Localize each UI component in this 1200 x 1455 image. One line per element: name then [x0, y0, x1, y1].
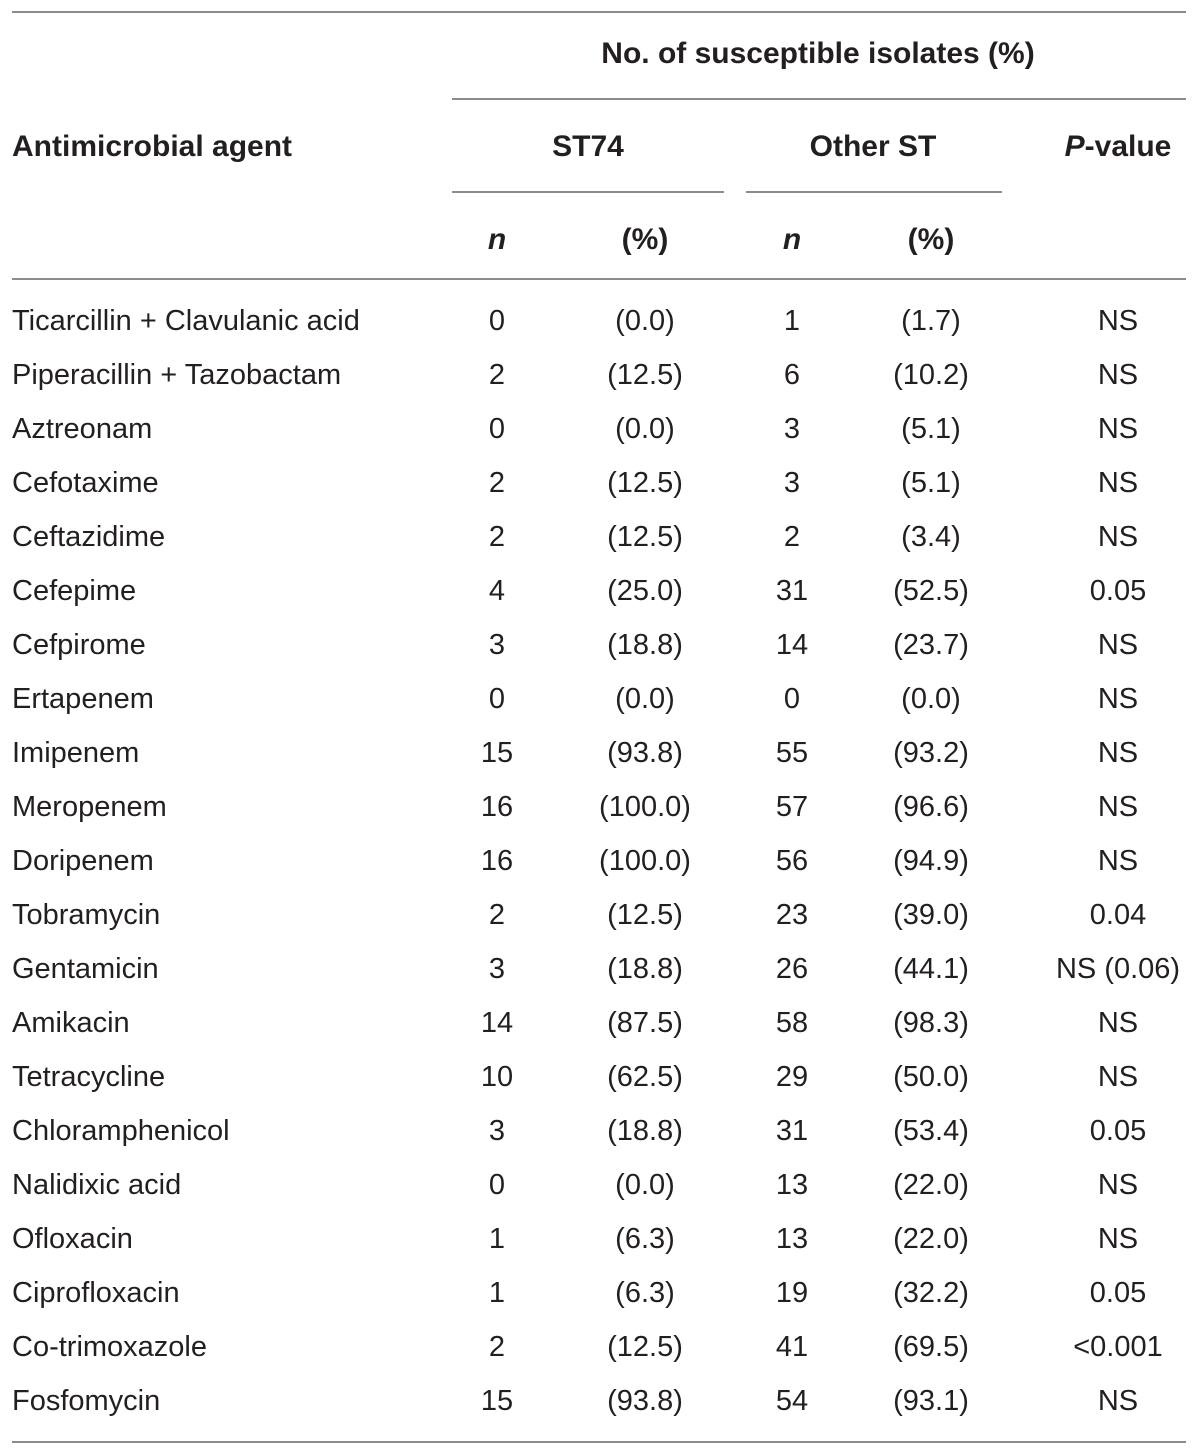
agent-cell: Cefepime [12, 575, 137, 607]
st74-pct-cell: (18.8) [607, 953, 683, 985]
st74-pct-cell: (6.3) [615, 1223, 675, 1255]
other-pct-cell: (96.6) [893, 791, 969, 823]
st74-pct-cell: (0.0) [615, 413, 675, 445]
st74-pct-cell: (93.8) [607, 737, 683, 769]
st74-n-cell: 10 [480, 1061, 514, 1093]
st74-pct-cell: (87.5) [607, 1007, 683, 1039]
agent-cell: Ofloxacin [12, 1223, 133, 1255]
agent-cell: Ertapenem [12, 683, 154, 715]
agent-cell: Ceftazidime [12, 521, 166, 553]
other-n-header: n [782, 223, 802, 256]
p-value-cell: <0.001 [1073, 1331, 1163, 1363]
bottom-rule [12, 1441, 1186, 1443]
p-value-cell: NS [1097, 1223, 1139, 1255]
p-value-cell: NS [1097, 629, 1139, 661]
st74-pct-cell: (18.8) [607, 629, 683, 661]
st74-n-cell: 2 [488, 1331, 506, 1363]
st74-pct-cell: (25.0) [607, 575, 683, 607]
st74-pct-cell: (0.0) [615, 683, 675, 715]
other-st-header: Other ST [809, 130, 937, 163]
st74-n-cell: 2 [488, 521, 506, 553]
agent-cell: Ciprofloxacin [12, 1277, 180, 1309]
other-pct-cell: (44.1) [893, 953, 969, 985]
agent-cell: Ticarcillin + Clavulanic acid [12, 305, 360, 337]
agent-cell: Cefpirome [12, 629, 146, 661]
st74-n-cell: 15 [480, 737, 514, 769]
agent-cell: Tobramycin [12, 899, 161, 931]
st74-n-cell: 16 [480, 791, 514, 823]
agent-cell: Chloramphenicol [12, 1115, 230, 1147]
st74-n-header: n [487, 223, 507, 256]
other-pct-cell: (22.0) [893, 1169, 969, 1201]
p-value-cell: NS [1097, 1169, 1139, 1201]
st74-pct-cell: (12.5) [607, 1331, 683, 1363]
st74-n-cell: 2 [488, 899, 506, 931]
st74-header: ST74 [552, 130, 624, 163]
p-value-italic: P [1064, 130, 1085, 163]
agent-cell: Co-trimoxazole [12, 1331, 207, 1363]
agent-cell: Gentamicin [12, 953, 159, 985]
st74-n-cell: 3 [488, 629, 506, 661]
agent-cell: Imipenem [12, 737, 140, 769]
other-pct-cell: (52.5) [893, 575, 969, 607]
p-value-cell: NS [1097, 413, 1139, 445]
other-pct-cell: (5.1) [901, 467, 961, 499]
other-pct-cell: (23.7) [893, 629, 969, 661]
agent-cell: Nalidixic acid [12, 1169, 182, 1201]
other-pct-cell: (93.2) [893, 737, 969, 769]
other-n-cell: 13 [775, 1169, 809, 1201]
st74-n-cell: 4 [488, 575, 506, 607]
group-header: No. of susceptible isolates (%) [601, 37, 1035, 70]
other-n-cell: 1 [783, 305, 801, 337]
st74-pct-cell: (100.0) [599, 845, 691, 877]
other-pct-cell: (32.2) [893, 1277, 969, 1309]
st74-pct-header: (%) [621, 223, 669, 256]
other-pct-cell: (94.9) [893, 845, 969, 877]
p-value-cell: 0.04 [1089, 899, 1147, 931]
p-value-cell: NS [1097, 521, 1139, 553]
top-rule [12, 11, 1186, 13]
other-pct-cell: (22.0) [893, 1223, 969, 1255]
other-n-cell: 41 [775, 1331, 809, 1363]
p-value-cell: NS [1097, 845, 1139, 877]
p-value-cell: NS [1097, 1385, 1139, 1417]
other-st-rule [746, 191, 1002, 193]
other-pct-cell: (0.0) [901, 683, 961, 715]
other-pct-cell: (69.5) [893, 1331, 969, 1363]
st74-pct-cell: (93.8) [607, 1385, 683, 1417]
other-n-cell: 13 [775, 1223, 809, 1255]
p-value-suffix: -value [1084, 130, 1172, 163]
other-n-cell: 57 [775, 791, 809, 823]
p-value-cell: NS [1097, 1007, 1139, 1039]
st74-pct-cell: (12.5) [607, 359, 683, 391]
st74-pct-cell: (6.3) [615, 1277, 675, 1309]
other-pct-cell: (3.4) [901, 521, 961, 553]
other-n-cell: 19 [775, 1277, 809, 1309]
other-pct-cell: (1.7) [901, 305, 961, 337]
agent-cell: Amikacin [12, 1007, 130, 1039]
st74-n-cell: 16 [480, 845, 514, 877]
agent-cell: Aztreonam [12, 413, 153, 445]
st74-n-cell: 0 [488, 1169, 506, 1201]
st74-pct-cell: (62.5) [607, 1061, 683, 1093]
p-value-cell: NS [1097, 683, 1139, 715]
p-value-cell: NS (0.06) [1055, 953, 1181, 985]
other-n-cell: 31 [775, 575, 809, 607]
other-n-cell: 56 [775, 845, 809, 877]
other-pct-cell: (93.1) [893, 1385, 969, 1417]
st74-pct-cell: (18.8) [607, 1115, 683, 1147]
other-pct-cell: (50.0) [893, 1061, 969, 1093]
other-pct-cell: (5.1) [901, 413, 961, 445]
st74-rule [452, 191, 724, 193]
other-n-cell: 3 [783, 467, 801, 499]
p-value-cell: 0.05 [1089, 1277, 1147, 1309]
st74-pct-cell: (12.5) [607, 521, 683, 553]
st74-n-cell: 1 [488, 1223, 506, 1255]
p-value-cell: NS [1097, 791, 1139, 823]
st74-pct-cell: (0.0) [615, 305, 675, 337]
other-n-cell: 55 [775, 737, 809, 769]
p-value-cell: 0.05 [1089, 1115, 1147, 1147]
other-n-cell: 0 [783, 683, 801, 715]
p-value-cell: 0.05 [1089, 575, 1147, 607]
agent-cell: Fosfomycin [12, 1385, 161, 1417]
group-rule [452, 98, 1186, 100]
p-value-cell: NS [1097, 359, 1139, 391]
agent-cell: Cefotaxime [12, 467, 159, 499]
p-value-cell: NS [1097, 1061, 1139, 1093]
st74-n-cell: 3 [488, 953, 506, 985]
other-n-cell: 6 [783, 359, 801, 391]
st74-n-cell: 14 [480, 1007, 514, 1039]
other-pct-header: (%) [907, 223, 955, 256]
agent-cell: Meropenem [12, 791, 167, 823]
p-value-cell: NS [1097, 467, 1139, 499]
agent-column-header: Antimicrobial agent [12, 130, 293, 163]
st74-n-cell: 15 [480, 1385, 514, 1417]
agent-cell: Piperacillin + Tazobactam [12, 359, 342, 391]
p-value-cell: NS [1097, 305, 1139, 337]
st74-pct-cell: (12.5) [607, 899, 683, 931]
header-bottom-rule [12, 278, 1186, 280]
st74-pct-cell: (100.0) [599, 791, 691, 823]
st74-n-cell: 0 [488, 305, 506, 337]
st74-n-cell: 3 [488, 1115, 506, 1147]
st74-n-cell: 0 [488, 683, 506, 715]
other-n-cell: 54 [775, 1385, 809, 1417]
other-pct-cell: (39.0) [893, 899, 969, 931]
st74-n-cell: 2 [488, 467, 506, 499]
other-n-cell: 29 [775, 1061, 809, 1093]
other-n-cell: 58 [775, 1007, 809, 1039]
other-pct-cell: (98.3) [893, 1007, 969, 1039]
other-n-cell: 2 [783, 521, 801, 553]
agent-cell: Tetracycline [12, 1061, 166, 1093]
other-n-cell: 31 [775, 1115, 809, 1147]
other-pct-cell: (53.4) [893, 1115, 969, 1147]
p-value-cell: NS [1097, 737, 1139, 769]
p-value-header [1065, 130, 1172, 164]
st74-pct-cell: (12.5) [607, 467, 683, 499]
st74-n-cell: 2 [488, 359, 506, 391]
other-pct-cell: (10.2) [893, 359, 969, 391]
agent-cell: Doripenem [12, 845, 154, 877]
other-n-cell: 26 [775, 953, 809, 985]
st74-n-cell: 0 [488, 413, 506, 445]
other-n-cell: 23 [775, 899, 809, 931]
other-n-cell: 3 [783, 413, 801, 445]
st74-n-cell: 1 [488, 1277, 506, 1309]
st74-pct-cell: (0.0) [615, 1169, 675, 1201]
other-n-cell: 14 [775, 629, 809, 661]
